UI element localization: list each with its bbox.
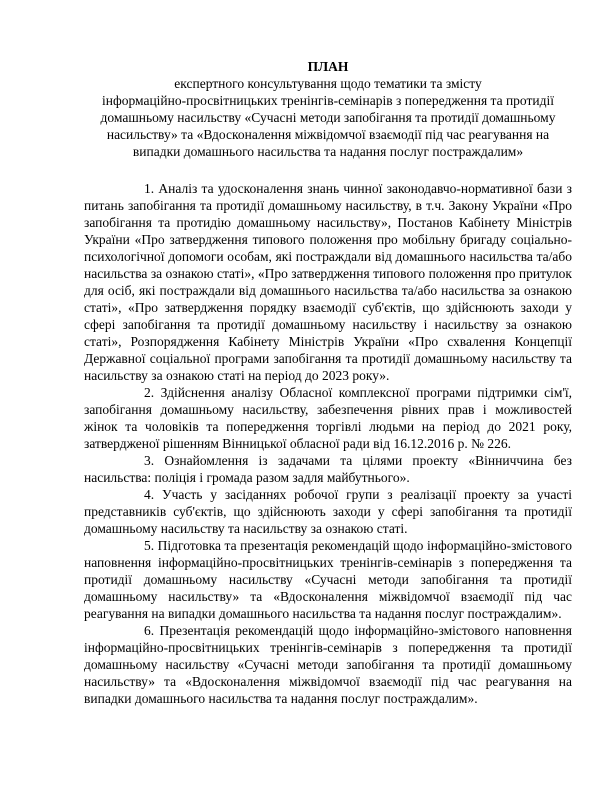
plan-item-2: 2. Здійснення аналізу Обласної комплексної програми підтримки сім'ї, запобігання домашньому насильству, забезпечення рівних прав і можливостей жінок та чоловіків та попередження торгівлі людьми на період до 2021 року, затвердженої рішенням Вінницької обласної ради від 16.12.2016 р. № 226.: [84, 385, 572, 451]
document-title: ПЛАН: [307, 59, 349, 74]
subtitle-line: насильству» та «Вдосконалення міжвідомчої взаємодії під час реагування на: [106, 127, 550, 142]
plan-item-6: 6. Презентація рекомендацій щодо інформаційно-змістового наповнення інформаційно-просвітницьких тренінгів-семінарів з попередження та протидії домашньому насильству «Сучасні методи запобігання та протидії домашньому насильству» та «Вдосконалення міжвідомчої взаємодії під час реагування на випадки домашнього насильства та надання послуг постраждалим».: [84, 623, 572, 706]
plan-item-4: 4. Участь у засіданнях робочої групи з реалізації проекту за участі представників суб'єктів, що здійснюють заходи у сфері запобігання та протидії домашньому насильству та насильству за ознакою статі.: [84, 487, 572, 536]
subtitle-line: інформаційно-просвітницьких тренінгів-семінарів з попередження та протидії: [102, 93, 554, 108]
document-page: [84, 58, 572, 707]
subtitle-line: експертного консультування щодо тематики та змісту: [174, 76, 482, 91]
subtitle-line: випадки домашнього насильства та надання послуг постраждалим»: [132, 144, 524, 159]
plan-item-1: 1. Аналіз та удосконалення знань чинної законодавчо-нормативної бази з питань запобігання та протидії домашньому насильству, в т.ч. Закону України «Про запобігання та протидію домашньому насильству», Постанов Кабінету Міністрів України «Про затвердження типового положення про мобільну бригаду соціально-психологічної допомоги особам, які постраждали від домашнього насильства та/або насильства за ознакою статі», «Про затвердження типового положення про притулок для осіб, які постраждали від домашнього насильства та/або насильства за ознакою статі», «Про затвердження порядку взаємодії суб'єктів, що здійснюють заходи у сфері запобігання та протидії домашньому насильству і насильству за ознакою статі», Розпорядження Кабінету Міністрів України «Про схвалення Концепції Державної соціальної програми запобігання та протидії домашньому насильству та насильству за ознакою статі на період до 2023 року».: [84, 181, 572, 383]
document-subtitle: [84, 75, 572, 160]
plan-item-5: 5. Підготовка та презентація рекомендацій щодо інформаційно-змістового наповнення інформаційно-просвітницьких тренінгів-семінарів з попередження та протидії домашньому насильству «Сучасні методи запобігання та протидії домашньому насильству» та «Вдосконалення міжвідомчої взаємодії під час реагування на випадки домашнього насильства та надання послуг постраждалим».: [84, 538, 572, 621]
plan-item-3: 3. Ознайомлення із задачами та цілями проекту «Вінниччина без насильства: поліція і громада разом задля майбутнього».: [84, 453, 572, 485]
subtitle-line: домашньому насильству «Сучасні методи запобігання та протидії домашньому: [100, 110, 556, 125]
